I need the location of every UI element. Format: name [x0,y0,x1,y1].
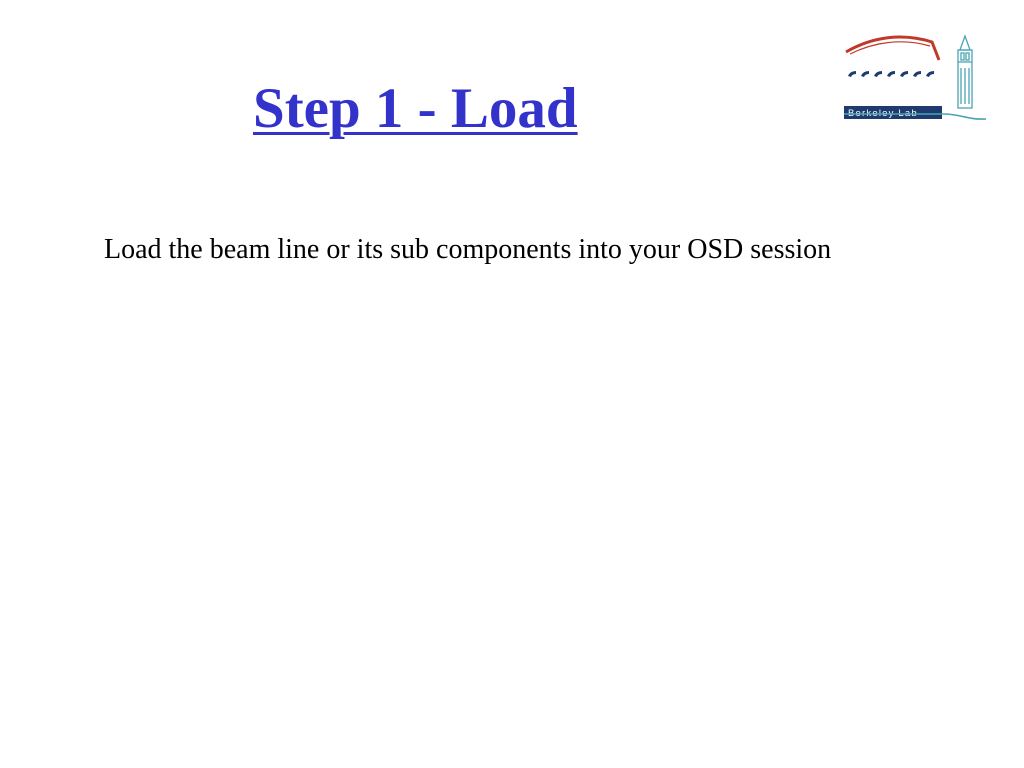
berkeley-lab-logo [840,34,990,128]
berkeley-lab-logo-graphic [840,34,990,128]
building-marks [848,71,934,77]
body-text: Load the beam line or its sub components into your OSD session [104,234,832,265]
slide-title: Step 1 - Load [253,77,578,140]
logo-text: Berkeley Lab [848,108,918,119]
campanile-icon [958,36,972,108]
dome-arc [846,37,939,60]
